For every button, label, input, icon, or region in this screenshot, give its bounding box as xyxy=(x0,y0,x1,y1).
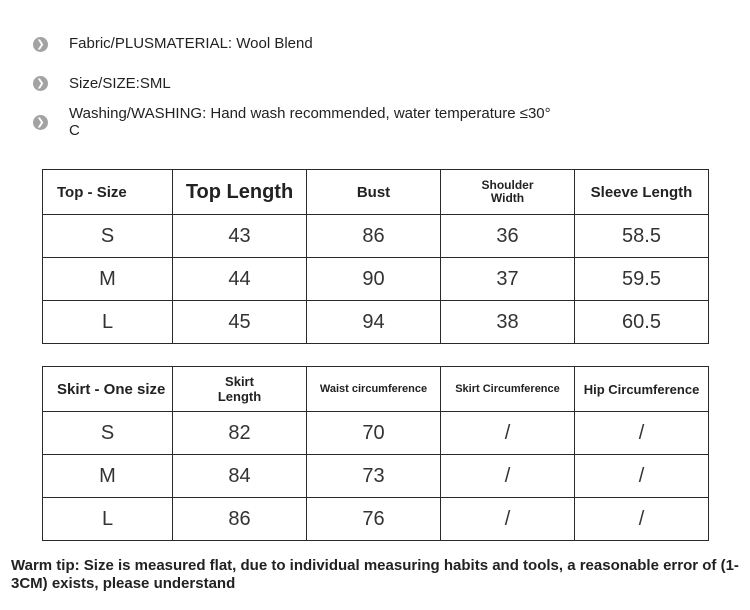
header-cell: Bust xyxy=(307,170,441,215)
table-cell: 73 xyxy=(307,455,441,498)
table-cell: 82 xyxy=(173,412,307,455)
table-cell: 36 xyxy=(441,215,575,258)
table-row xyxy=(43,412,709,455)
table-cell: L xyxy=(43,498,173,541)
table-cell: 76 xyxy=(307,498,441,541)
table-row xyxy=(43,258,709,301)
chevron-right-icon: ❯ xyxy=(33,115,48,130)
table-cell: 90 xyxy=(307,258,441,301)
table-row xyxy=(43,301,709,344)
header-cell: Waist circumference xyxy=(307,367,441,412)
table-header-row xyxy=(43,367,709,412)
table-header-row xyxy=(43,170,709,215)
table-cell: 38 xyxy=(441,301,575,344)
table-row xyxy=(43,215,709,258)
table-cell: 86 xyxy=(173,498,307,541)
chevron-right-icon: ❯ xyxy=(33,37,48,52)
washing-info: Washing/WASHING: Hand wash recommended, water temperature ≤30° C xyxy=(69,105,551,139)
table-cell: 70 xyxy=(307,412,441,455)
size-info: Size/SIZE:SML xyxy=(69,75,171,92)
table-cell: L xyxy=(43,301,173,344)
skirt-size-table xyxy=(42,366,709,541)
table-cell: S xyxy=(43,412,173,455)
table-cell: / xyxy=(575,455,709,498)
table-cell: 44 xyxy=(173,258,307,301)
header-cell: Sleeve Length xyxy=(575,170,709,215)
table-cell: 37 xyxy=(441,258,575,301)
table-cell: / xyxy=(575,498,709,541)
table-cell: / xyxy=(441,412,575,455)
table-cell: 58.5 xyxy=(575,215,709,258)
header-cell: Top Length xyxy=(173,170,307,215)
warm-tip: Warm tip: Size is measured flat, due to individual measuring habits and tools, a reasonable error of (1-3CM) exists, please understand xyxy=(11,557,739,592)
table-cell: 94 xyxy=(307,301,441,344)
table-cell: 60.5 xyxy=(575,301,709,344)
table-row xyxy=(43,498,709,541)
chevron-right-icon: ❯ xyxy=(33,76,48,91)
fabric-info: Fabric/PLUSMATERIAL: Wool Blend xyxy=(69,35,313,52)
table-row xyxy=(43,455,709,498)
table-cell: 84 xyxy=(173,455,307,498)
header-cell: Top - Size xyxy=(43,170,173,215)
header-cell: Skirt - One size xyxy=(43,367,173,412)
table-cell: / xyxy=(575,412,709,455)
header-cell: Hip Circumference xyxy=(575,367,709,412)
table-cell: S xyxy=(43,215,173,258)
table-cell: 43 xyxy=(173,215,307,258)
header-cell: Skirt Length xyxy=(173,367,307,412)
table-cell: 45 xyxy=(173,301,307,344)
header-cell: Shoulder Width xyxy=(441,170,575,215)
table-cell: 86 xyxy=(307,215,441,258)
table-cell: 59.5 xyxy=(575,258,709,301)
table-cell: / xyxy=(441,498,575,541)
table-cell: M xyxy=(43,455,173,498)
header-cell: Skirt Circumference xyxy=(441,367,575,412)
top-size-table xyxy=(42,169,709,344)
table-cell: M xyxy=(43,258,173,301)
table-cell: / xyxy=(441,455,575,498)
